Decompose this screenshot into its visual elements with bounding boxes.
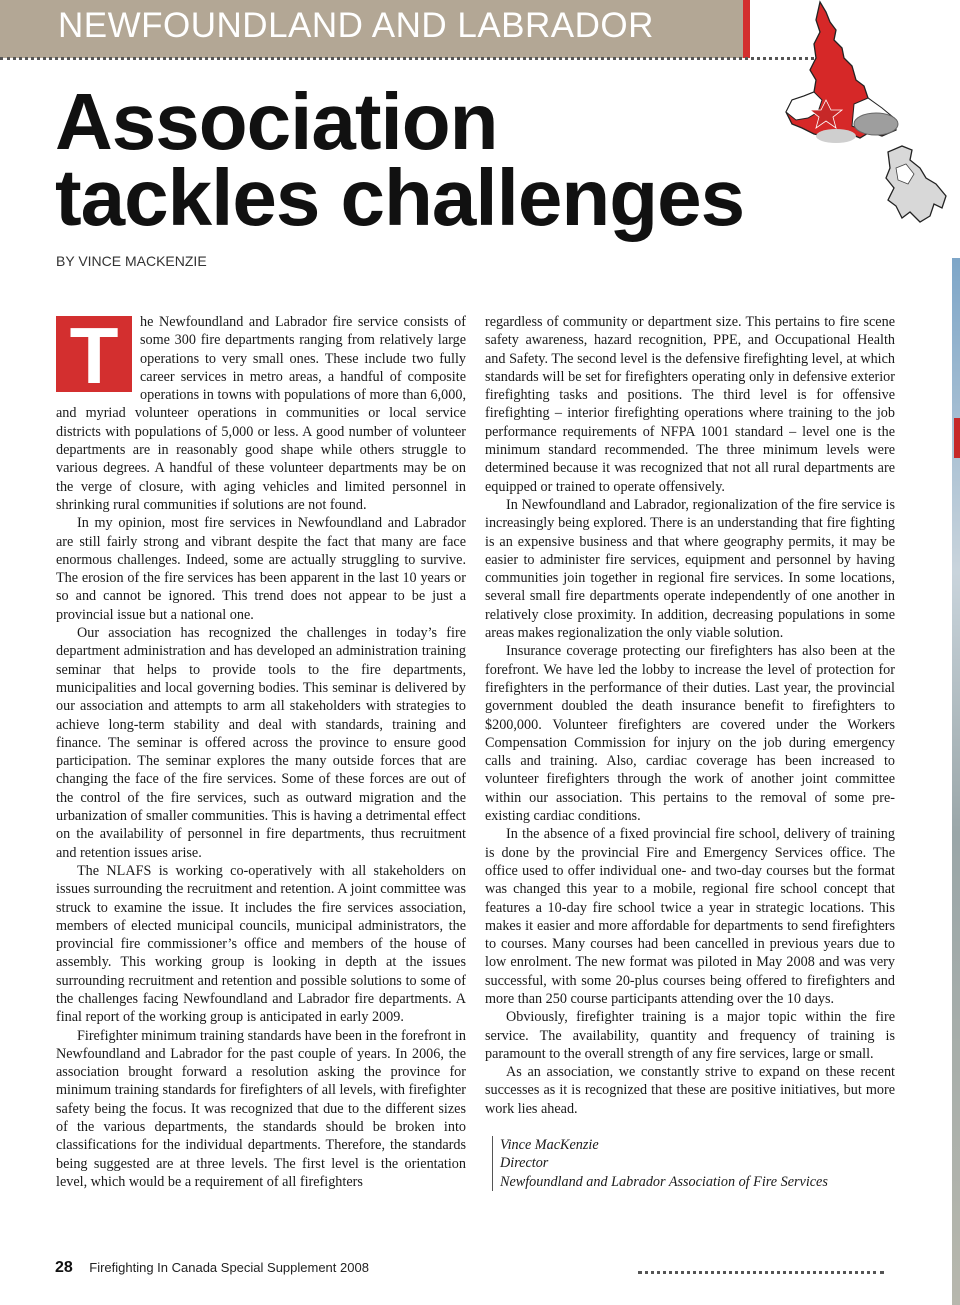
article-paragraph: regardless of community or department size. This pertains to fire scene safety awareness, hazard recognition, PPE, and Occupational Health and Safety. The second level is the defensive firefighting level, at which standards will be set for firefighters operating only in defensive exterior firefighting tasks and positions. The third level is for offensive firefighting – interior firefighting operations where training to the job performance requirements of NFPA 1001 standard – level one is the minimum standard recommended. The three minimum levels were determined because it was recognized that not all rural departments are equipped or trained to operate offensively. [485,314,895,495]
banner-accent-strip [743,0,750,58]
signature-name: Vince MacKenzie [500,1137,599,1154]
publication-name: Firefighting In Canada Special Supplement 2008 [89,1260,369,1275]
newfoundland-labrador-map-icon [770,0,955,232]
byline: BY VINCE MACKENZIE [56,253,207,269]
article-paragraph: In my opinion, most fire services in Newfoundland and Labrador are still fairly strong and vibrant despite the fact that many are face enormous challenges. Indeed, some are actually struggling to survive. The erosion of the fire services has been apparent in the last 10 years or so and cannot be ignored. This trend does not appear to be just a provincial issue but a national one. [56,515,466,623]
article-paragraph: Obviously, firefighter training is a major topic within the fire service. The availability, quantity and frequency of training is paramount to the overall strength of any fire services, large or small. [485,1009,895,1062]
author-signature [492,1136,895,1191]
article-paragraph: The NLAFS is working co-operatively with all stakeholders on issues surrounding the recruitment and retention. A joint committee was struck to examine the issue. It includes the fire services association, members of elected municipal councils, municipal administrators, the provincial fire commissioner’s office and members of the house of assembly. This working group is looking in depth at the issues surrounding recruitment and retention and possible solutions to some of the challenges facing Newfoundland and Labrador fire departments. A final report of the working group is anticipated in early 2009. [56,862,466,1026]
header-dotted-rule [0,57,820,60]
article-paragraph: Our association has recognized the challenges in today’s fire department administration and has developed an administration training seminar that helps to provide tools to the fire departments, municipalities and local governing bodies. This seminar is delivered by our association and attempts to arm all stakeholders with strategies to achieve long-term stability and deal with standards, training and finance. The seminar is offered across the province to ensure good participation. The seminar explores the many outside forces that are changing the face of the fire services. Some of these forces are out of the control of the fire services, such as outward migration and the urbanization of smaller communities. This is having a detrimental effect on the availability of personnel in fire departments, thus recruitment and retention issues arise. [56,625,466,861]
article-column-right [485,313,895,1191]
article-paragraph: As an association, we constantly strive to expand on these recent successes as it is recognized that these are positive initiatives, but more work lies ahead. [485,1064,895,1117]
headline-line-1: Association [55,77,498,166]
adjacent-page-edge [952,258,960,1305]
article-paragraph: In the absence of a fixed provincial fire school, delivery of training is done by the provincial Fire and Emergency Services office. The office used to offer individual one- and two-day courses but the format was changed this year to a mobile, regional fire school concept that features a 10-day fire school twice a year in strategic locations. This makes it easier and more affordable for departments to send firefighters to courses. Many courses had been cancelled in previous years due to low enrolment. The new format was piloted in May 2008 and was very successful, with some 20-plus courses being offered to firefighters and more than 250 course participants attending over the 10 days. [485,826,895,1007]
article-headline [55,77,745,242]
headline-line-2: tackles challenges [55,153,745,242]
article-paragraph: T he Newfoundland and Labrador fire service consists of some 300 fire departments ranging from relatively large operations to very small ones. These include two fully career services in metro areas, a handful of composite operations in towns with populations of more than 6,000, and myriad volunteer operations in communities or local service districts with populations of 5,000 or less. A good number of volunteer departments are in reasonably good shape while others struggle to various degrees. A handful of these volunteer departments may be on the verge of closure, with aging vehicles and limited personnel in shrinking rural communities if solutions are not found. [56,311,466,513]
footer-dotted-rule [638,1271,884,1274]
article-column-left [56,313,466,1191]
page-footer [55,1259,369,1277]
article-paragraph: Firefighter minimum training standards have been in the forefront in Newfoundland and Labrador for the past couple of years. In 2006, the association brought forward a resolution asking the province for minimum training standards for firefighters of all levels, with firefighter safety being the focus. It was recognized that due to the different sizes of the various departments, the standards should be broken into classifications for the individual departments. Therefore, the standards being suggested are at three levels. The first level is the orientation level, which would be a requirement of all firefighters [56,1027,466,1190]
section-banner [0,0,743,58]
article-paragraph: Insurance coverage protecting our firefighters has also been at the forefront. We have led the lobby to increase the level of protection for firefighters in the performance of their duties. Last year, the provincial government doubled the death insurance benefit to firefighters to $200,000. Volunteer firefighters are covered under the Workers Compensation Commission for injury on the job during emergency calls and training. Also, cardiac coverage has been increased to volunteer firefighters through the work of another joint committee within our association. This pertains to the removal of some pre-existing cardiac conditions. [485,643,895,825]
page-number: 28 [55,1259,73,1276]
adjacent-page-red-mark [954,418,960,458]
article-paragraph: In Newfoundland and Labrador, regionalization of the fire service is increasingly being explored. There is an understanding that fire fighting is an expensive business and that where geography permits, it may be easier to administer fire services, equipment and personnel by having communities join together in regional fire services. In some locations, several small fire departments operate independently of one another in relatively close proximity. In addition, decreasing populations in some areas makes regionalization the only viable solution. [485,496,895,642]
section-title: NEWFOUNDLAND AND LABRADOR [58,6,654,45]
signature-organization: Newfoundland and Labrador Association of Fire Services [500,1173,828,1190]
signature-role: Director [500,1155,549,1172]
drop-cap: T [56,316,132,392]
